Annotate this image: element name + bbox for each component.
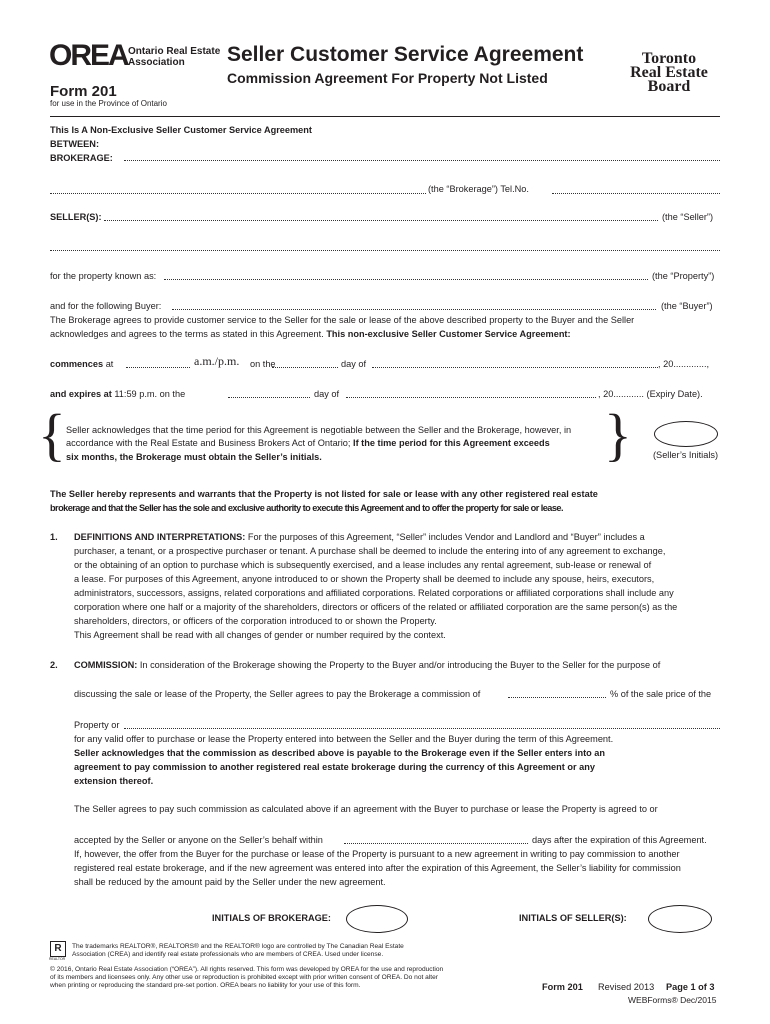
brokerage-initials-oval[interactable] bbox=[346, 905, 408, 933]
ack-line3: six months, the Brokerage must obtain the Seller’s initials. bbox=[66, 452, 322, 462]
trademark-line2: Association (CREA) and identify real estate professionals who are members of CREA. Used under license. bbox=[72, 951, 384, 958]
property-suffix: (the “Property”) bbox=[652, 271, 715, 281]
expires-time: 11:59 p.m. on the bbox=[114, 389, 186, 399]
header-divider bbox=[50, 116, 720, 117]
brokerage-label: BROKERAGE: bbox=[50, 153, 113, 163]
copyright-line3: when printing or reproducing the standard pre-set portion. OREA bears no liability for your use of this form. bbox=[50, 982, 361, 989]
expires-day-of: day of bbox=[314, 389, 340, 399]
expires-row bbox=[50, 387, 185, 401]
brokerage-name-field[interactable] bbox=[124, 160, 720, 161]
right-brace: } bbox=[604, 402, 632, 467]
seller-name-field-2[interactable] bbox=[50, 250, 720, 251]
treb-logo-line2: Real Estate bbox=[630, 64, 708, 81]
section1-line0 bbox=[74, 530, 645, 544]
orea-logo: OREA bbox=[49, 39, 128, 72]
commences-row bbox=[50, 357, 113, 371]
footer-form-number: Form 201 bbox=[542, 982, 583, 992]
property-label: for the property known as: bbox=[50, 271, 157, 281]
treb-logo-line1: Toronto bbox=[641, 50, 697, 67]
section2-line1 bbox=[74, 658, 660, 672]
commences-year: , 20............., bbox=[658, 359, 710, 369]
association-name-line1: Ontario Real Estate bbox=[128, 46, 221, 57]
commences-label: commences bbox=[50, 359, 104, 369]
expires-year: , 20............ (Expiry Date). bbox=[598, 389, 703, 399]
expires-label: and expires at bbox=[50, 389, 112, 399]
ack-line2-plain: accordance with the Real Estate and Business Brokers Act of Ontario; bbox=[66, 438, 351, 448]
treb-logo-line3: Board bbox=[647, 78, 691, 95]
agree-text-line2 bbox=[50, 327, 571, 341]
commission-percent-field[interactable] bbox=[508, 697, 606, 698]
form-number: Form 201 bbox=[50, 83, 117, 100]
seller-initials-label: (Seller’s Initials) bbox=[653, 450, 719, 460]
section2-para2-line5: shall be reduced by the amount paid by the Seller under the new agreement. bbox=[74, 877, 386, 887]
copyright-line1: © 2016, Ontario Real Estate Association (“OREA”). All rights reserved. This form was developed by OREA for the use and reproduction bbox=[50, 966, 444, 973]
commences-at: at bbox=[105, 359, 114, 369]
section2-line1-text: In consideration of the Brokerage showing the Property to the Buyer and/or introducing the Buyer to the Seller for the purpose of bbox=[139, 660, 661, 670]
seller-label: SELLER(S): bbox=[50, 212, 102, 222]
page-subtitle: Commission Agreement For Property Not Listed bbox=[227, 70, 548, 86]
section1-line3: a lease. For purposes of this Agreement, anyone introduced to or shown the Property shall be deemed to include any spouse, heirs, executors, bbox=[74, 574, 655, 584]
realtor-caption: REALTOR bbox=[49, 957, 66, 961]
association-name-line2: Association bbox=[128, 57, 185, 68]
trademark-text bbox=[72, 943, 404, 959]
realtor-logo-icon: R bbox=[50, 941, 66, 957]
buyer-field[interactable] bbox=[172, 309, 656, 310]
agree-text-line2-bold: This non-exclusive Seller Customer Service Agreement: bbox=[326, 329, 571, 339]
commission-amount-field[interactable] bbox=[124, 728, 720, 729]
section1-heading: DEFINITIONS AND INTERPRETATIONS: bbox=[74, 532, 246, 542]
left-brace: { bbox=[38, 402, 66, 467]
brokerage-suffix: (the “Brokerage”) Tel.No. bbox=[428, 184, 529, 194]
section2-line4: for any valid offer to purchase or lease the Property entered into between the Seller and the Buyer during the term of this Agreement. bbox=[74, 734, 614, 744]
section2-para2-line2a: accepted by the Seller or anyone on the Seller’s behalf within bbox=[74, 835, 323, 845]
copyright-text bbox=[50, 966, 443, 990]
sellers-initials-oval[interactable] bbox=[648, 905, 712, 933]
footer-webforms: WEBForms® Dec/2015 bbox=[628, 995, 717, 1005]
page-title: Seller Customer Service Agreement bbox=[227, 43, 584, 66]
copyright-line2: of its members and licensees only. Any other use or reproduction is prohibited except with prior written consent of OREA. Do not alter bbox=[50, 974, 439, 981]
footer-revised: Revised 2013 bbox=[598, 982, 655, 992]
section2-number: 2. bbox=[50, 660, 58, 670]
holdover-days-field[interactable] bbox=[344, 843, 528, 844]
expires-month-field[interactable] bbox=[346, 397, 596, 398]
section1-number: 1. bbox=[50, 532, 58, 542]
commences-day-of: day of bbox=[341, 359, 367, 369]
section1-line5: corporation where one half or a majority of the shareholders, directors or officers of the related or affiliated corporation are the same person(s) as the bbox=[74, 602, 678, 612]
form-jurisdiction: for use in the Province of Ontario bbox=[50, 99, 167, 108]
commences-day-field[interactable] bbox=[272, 367, 338, 368]
seller-name-field[interactable] bbox=[104, 220, 658, 221]
section2-para2-line2b: days after the expiration of this Agreement. bbox=[532, 835, 707, 845]
agreement-heading: This Is A Non-Exclusive Seller Customer Service Agreement bbox=[50, 125, 312, 135]
section2-bold3: extension thereof. bbox=[74, 776, 154, 786]
warranty-line1: The Seller hereby represents and warrants that the Property is not listed for sale or lease with any other registered real estate bbox=[50, 489, 598, 499]
section1-line0-text: For the purposes of this Agreement, “Seller” includes Vendor and Landlord and “Buyer” includes a bbox=[247, 532, 645, 542]
between-label: BETWEEN: bbox=[50, 139, 99, 149]
section2-heading: COMMISSION: bbox=[74, 660, 138, 670]
association-name bbox=[128, 46, 220, 68]
commences-on-the: on the bbox=[250, 359, 276, 369]
buyer-suffix: (the “Buyer”) bbox=[661, 301, 713, 311]
section1-line7: This Agreement shall be read with all changes of gender or number required by the context. bbox=[74, 630, 446, 640]
brokerage-phone-field[interactable] bbox=[552, 193, 720, 194]
agree-text-line2-plain: acknowledges and agrees to the terms as stated in this Agreement. bbox=[50, 329, 324, 339]
property-field[interactable] bbox=[164, 279, 648, 280]
expires-day-field[interactable] bbox=[228, 397, 310, 398]
section2-line2b: % of the sale price of the bbox=[610, 689, 712, 699]
sellers-initials-label: INITIALS OF SELLER(S): bbox=[519, 913, 627, 923]
ampm-label: a.m./p.m. bbox=[194, 354, 240, 368]
section2-para2-line4: registered real estate brokerage, and if the new agreement was entered into after the expiration of this Agreement, the Seller’s liability for commission bbox=[74, 863, 681, 873]
section1-line1: purchaser, a tenant, or a prospective purchaser or tenant. A purchase shall be deemed to include the entering into of any agreement to exchange, bbox=[74, 546, 666, 556]
seller-initials-oval[interactable] bbox=[654, 421, 718, 447]
section2-line2a: discussing the sale or lease of the Property, the Seller agrees to pay the Brokerage a commission of bbox=[74, 689, 481, 699]
treb-logo bbox=[630, 52, 708, 94]
brokerage-initials-label: INITIALS OF BROKERAGE: bbox=[212, 913, 331, 923]
buyer-label: and for the following Buyer: bbox=[50, 301, 162, 311]
seller-suffix: (the “Seller”) bbox=[662, 212, 714, 222]
section2-para2-line1: The Seller agrees to pay such commission as calculated above if an agreement with the Buyer to purchase or lease the Property is agreed to or bbox=[74, 804, 658, 814]
section1-line2: or the obtaining of an option to purchase which is subsequently exercised, and a lease includes any rental agreement, sub-lease or renewal of bbox=[74, 560, 652, 570]
section1-line6: shareholders, directors, or officers of the corporation introduced to or shown the Property. bbox=[74, 616, 437, 626]
commences-month-field[interactable] bbox=[372, 367, 658, 368]
section2-line3: Property or bbox=[74, 720, 120, 730]
trademark-line1: The trademarks REALTOR®, REALTORS® and the REALTOR® logo are controlled by The Canadian Real Estate bbox=[72, 943, 404, 950]
agree-text-line1: The Brokerage agrees to provide customer service to the Seller for the sale or lease of the above described property to the Buyer and the Seller bbox=[50, 315, 635, 325]
section2-para2-line3: If, however, the offer from the Buyer for the purchase or lease of the Property is pursuant to a new agreement in writing to pay commission to another bbox=[74, 849, 680, 859]
ack-line2 bbox=[66, 436, 550, 450]
section2-bold2: agreement to pay commission to another registered real estate brokerage during the currency of this Agreement or any bbox=[74, 762, 595, 772]
section2-bold1: Seller acknowledges that the commission as described above is payable to the Brokerage even if the Seller enters into an bbox=[74, 748, 606, 758]
section1-line4: administrators, successors, assigns, related corporations and affiliated corporations. Related corporations or affiliated corporations shall include any bbox=[74, 588, 674, 598]
footer-page-number: Page 1 of 3 bbox=[666, 982, 715, 992]
warranty-line2: brokerage and that the Seller has the sole and exclusive authority to execute this Agreement and to offer the property for sale or lease. bbox=[50, 503, 563, 513]
commences-time-field[interactable] bbox=[126, 367, 190, 368]
brokerage-address-field[interactable] bbox=[50, 193, 426, 194]
ack-line2-bold: If the time period for this Agreement exceeds bbox=[353, 438, 550, 448]
ack-line1: Seller acknowledges that the time period for this Agreement is negotiable between the Seller and the Brokerage, however, in bbox=[66, 425, 572, 435]
